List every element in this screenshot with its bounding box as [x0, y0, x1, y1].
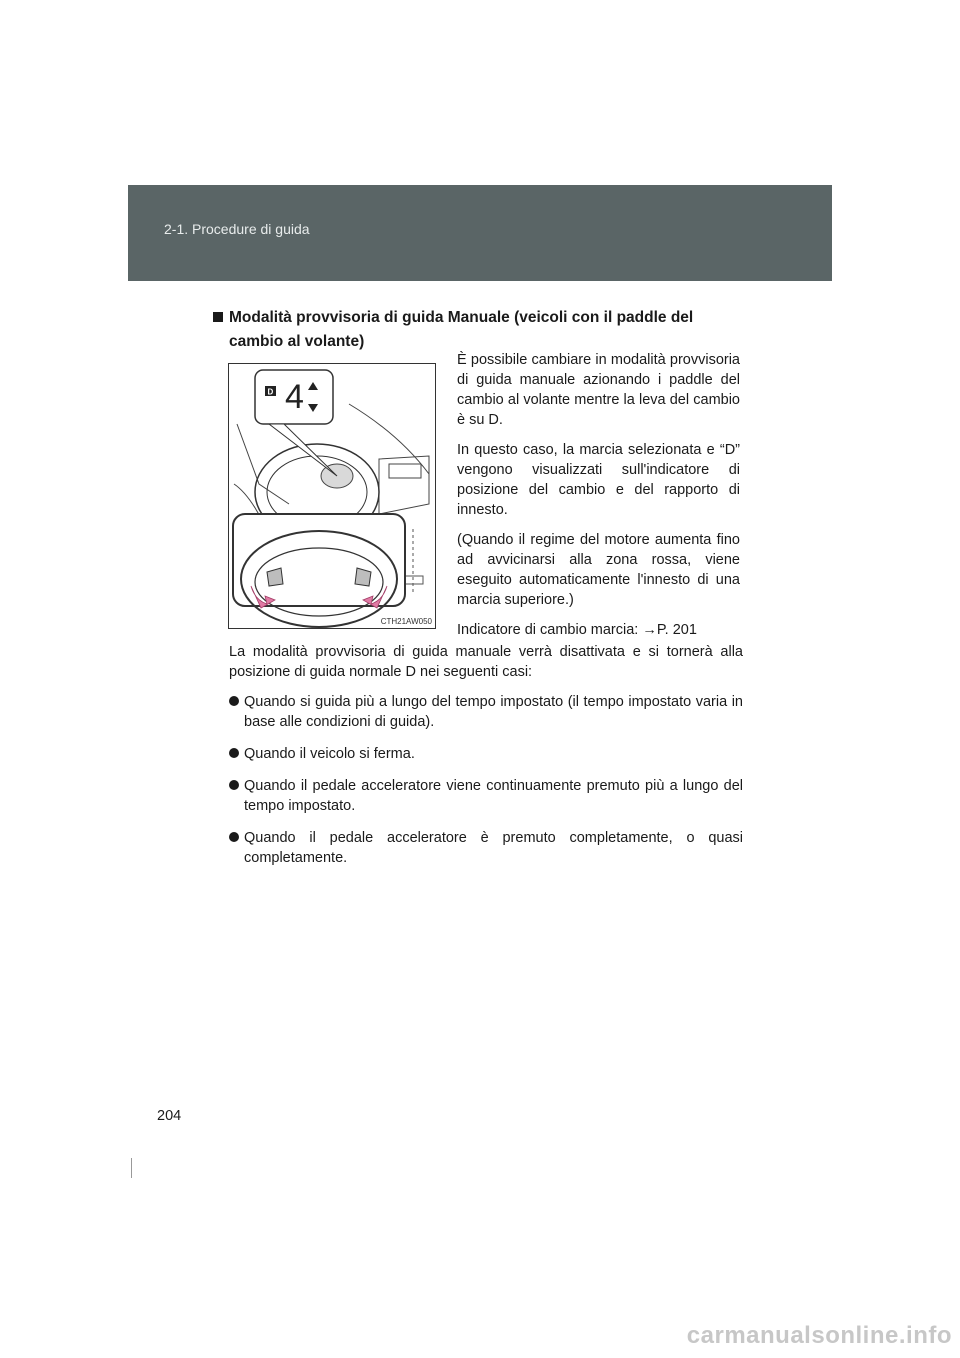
- bullet-icon: [229, 696, 239, 706]
- bullet-icon: [229, 748, 239, 758]
- display-gear-letter: D: [267, 387, 274, 397]
- list-item: [229, 828, 743, 868]
- bullet-text: Quando si guida più a lungo del tempo impostato (il tempo impostato varia in base alle condizioni di guida).: [244, 694, 743, 730]
- list-item: [229, 744, 743, 764]
- cross-reference: Indicatore di cambio marcia: →P. 201: [457, 622, 697, 638]
- side-paragraph-1: È possibile cambiare in modalità provvisoria di guida manuale azionando i paddle del cambio al volante mentre la leva del cambio è su D.: [457, 352, 740, 428]
- list-item: [229, 692, 743, 732]
- section-heading: [213, 306, 748, 354]
- heading-text: Modalità provvisoria di guida Manuale (veicoli con il paddle del cambio al volante): [229, 309, 694, 350]
- bullet-icon: [229, 832, 239, 842]
- heading-square-icon: [213, 312, 223, 322]
- header-band: [128, 185, 832, 281]
- list-item: [229, 776, 743, 816]
- watermark: carmanualsonline.info: [686, 1322, 952, 1349]
- figure-code: CTH21AW050: [380, 617, 432, 626]
- illustration-drawing: [229, 364, 435, 628]
- page-number: 204: [157, 1108, 182, 1124]
- bullet-text: Quando il veicolo si ferma.: [244, 746, 415, 762]
- side-paragraph-2: In questo caso, la marcia selezionata e “D” vengono visualizzati sull'indicatore di posizione del cambio e del rapporto di innesto.: [457, 442, 740, 518]
- bullet-text: Quando il pedale acceleratore viene continuamente premuto più a lungo del tempo impostato.: [244, 778, 743, 814]
- section-title: 2-1. Procedure di guida: [164, 221, 310, 237]
- steering-wheel-illustration: [228, 363, 436, 629]
- bullet-icon: [229, 780, 239, 790]
- side-text: [457, 350, 740, 650]
- margin-mark: [131, 1158, 132, 1178]
- side-paragraph-3: (Quando il regime del motore aumenta fino ad avvicinarsi alla zona rossa, viene eseguito automaticamente l'innesto di una marcia superiore.): [457, 532, 740, 608]
- intro-paragraph: La modalità provvisoria di guida manuale verrà disattivata e si tornerà alla posizione di guida normale D nei seguenti casi:: [229, 644, 743, 680]
- bullet-list: [229, 692, 743, 868]
- main-text: [229, 642, 743, 880]
- bullet-text: Quando il pedale acceleratore è premuto completamente, o quasi completamente.: [244, 830, 743, 866]
- display-gear-number: 4: [285, 378, 304, 416]
